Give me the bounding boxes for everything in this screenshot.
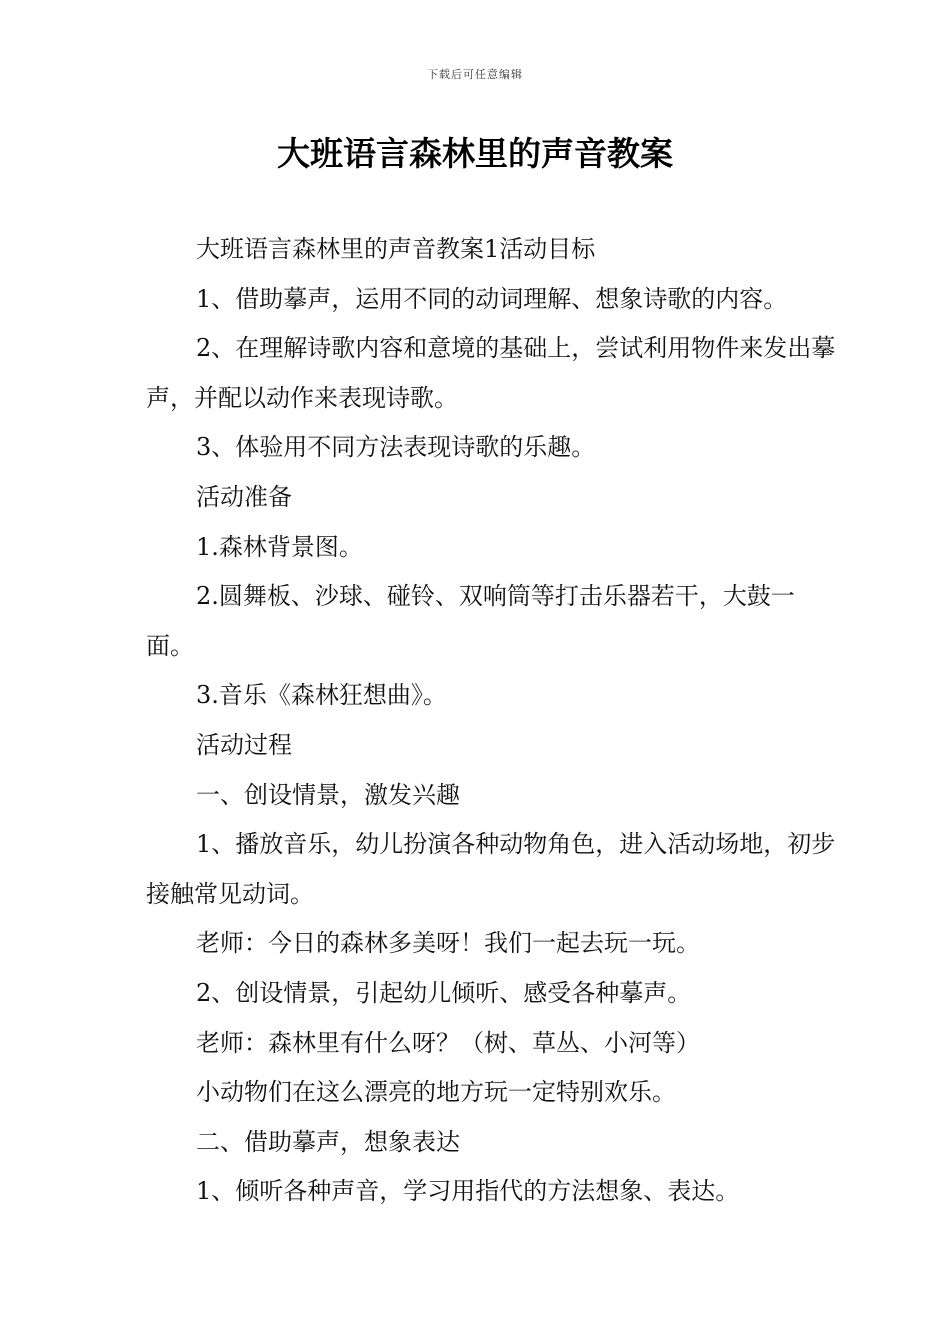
paragraph-16: 二、借助摹声，想象表达	[196, 1127, 460, 1156]
paragraph-12: 老师：今日的森林多美呀！我们一起去玩一玩。	[196, 929, 700, 958]
paragraph-17: 1、倾听各种声音，学习用指代的方法想象、表达。	[196, 1177, 740, 1206]
paragraph-5: 活动准备	[196, 482, 292, 511]
paragraph-6: 1.森林背景图。	[196, 532, 363, 561]
paragraph-7: 2.圆舞板、沙球、碰铃、双响筒等打击乐器若干，大鼓一面。	[146, 582, 795, 660]
paragraph-3: 2、在理解诗歌内容和意境的基础上，尝试利用物件来发出摹声，并配以动作来表现诗歌。	[146, 334, 836, 412]
paragraph-11: 1、播放音乐，幼儿扮演各种动物角色，进入活动场地，初步接触常见动词。	[146, 830, 836, 908]
header-note: 下载后可任意编辑	[427, 68, 523, 81]
paragraph-15: 小动物们在这么漂亮的地方玩一定特别欢乐。	[196, 1078, 676, 1107]
paragraph-13: 2、创设情景，引起幼儿倾听、感受各种摹声。	[196, 978, 692, 1007]
paragraph-8: 3.音乐《森林狂想曲》。	[196, 681, 447, 710]
paragraph-9: 活动过程	[196, 730, 292, 759]
document-title: 大班语言森林里的声音教案	[277, 134, 673, 173]
paragraph-2: 1、借助摹声，运用不同的动词理解、想象诗歌的内容。	[196, 284, 788, 313]
paragraph-10: 一、创设情景，激发兴趣	[196, 780, 460, 809]
paragraph-4: 3、体验用不同方法表现诗歌的乐趣。	[196, 433, 596, 462]
paragraph-14: 老师：森林里有什么呀？（树、草丛、小河等）	[196, 1028, 700, 1057]
document-body	[146, 225, 836, 1217]
paragraph-1: 大班语言森林里的声音教案1活动目标	[196, 235, 596, 263]
